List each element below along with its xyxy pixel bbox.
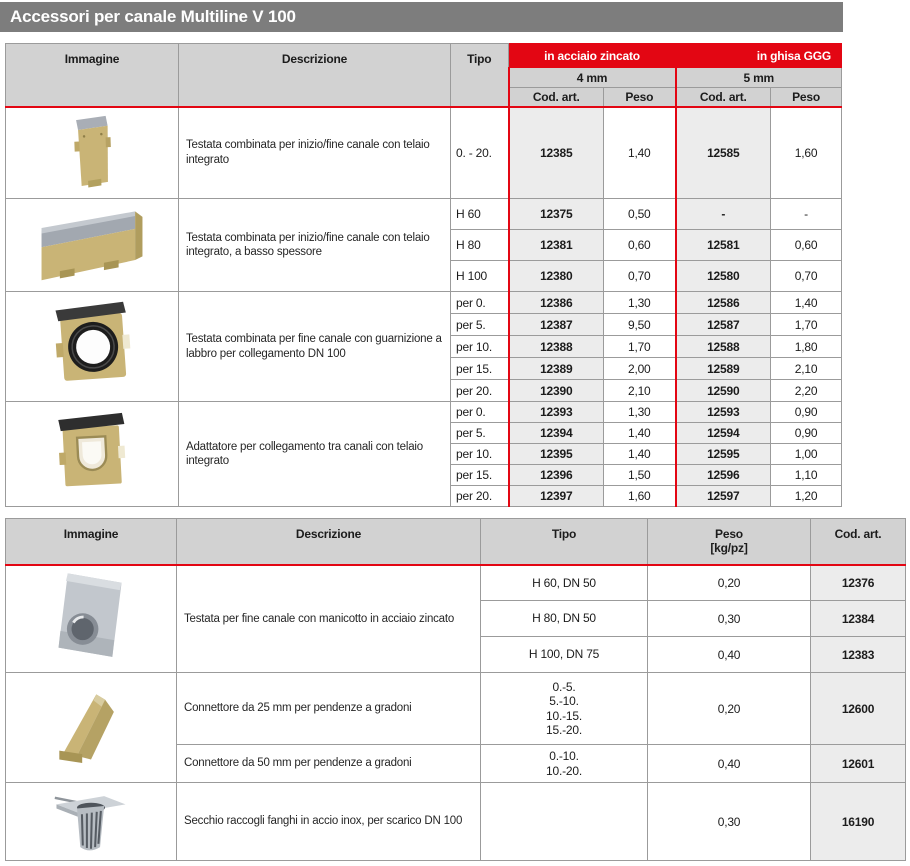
page-title: Accessori per canale Multiline V 100	[0, 2, 843, 32]
accessories-table-material-variants	[5, 43, 842, 507]
cell-peso-5mm: 2,20	[771, 380, 842, 402]
cell-peso-4mm: 2,00	[604, 358, 676, 380]
cell-cod-art-4mm: 12394	[509, 423, 604, 444]
cell-cod-art-4mm: 12397	[509, 486, 604, 507]
cell-peso: 0,40	[648, 637, 811, 673]
header-row	[6, 519, 906, 565]
cell-peso: 0,20	[648, 565, 811, 601]
end-cap-low-profile-icon	[30, 205, 154, 283]
cell-cod-art-4mm: 12390	[509, 380, 604, 402]
cell-peso-4mm: 0,60	[604, 230, 676, 261]
cell-cod-art: 16190	[811, 783, 906, 861]
cell-cod-art-4mm: 12388	[509, 336, 604, 358]
group-header-acciaio-zincato: in acciaio zincato	[509, 44, 676, 68]
group-header-ghisa-ggg: in ghisa GGG	[676, 44, 842, 68]
cell-tipo	[481, 673, 648, 745]
cell-cod-art-5mm: 12580	[676, 261, 771, 292]
column-header-peso-5mm: Peso	[771, 88, 842, 107]
product-image-end-cap-with-gasket	[6, 292, 179, 402]
tipo-line: 0.-10.	[549, 749, 579, 764]
cell-peso-5mm: 1,60	[771, 107, 842, 199]
cell-cod-art: 12384	[811, 601, 906, 637]
peso-unit-label: [kg/pz]	[710, 541, 748, 555]
cell-cod-art-5mm: 12594	[676, 423, 771, 444]
tipo-line: 10.-15.	[546, 708, 582, 723]
table-row	[6, 292, 842, 314]
product-image-step-fall-connector	[6, 673, 177, 783]
tipo-line: 5.-10.	[549, 694, 579, 709]
cell-tipo: per 0.	[451, 402, 509, 423]
column-header-cod-art-5mm: Cod. art.	[676, 88, 771, 107]
cell-cod-art-5mm: 12597	[676, 486, 771, 507]
step-fall-connector-icon	[47, 676, 135, 776]
cell-peso-5mm: 1,10	[771, 465, 842, 486]
cell-peso-5mm: 0,70	[771, 261, 842, 292]
product-description: Testata combinata per fine canale con guarnizione a labbro per collegamento DN 100	[179, 292, 451, 402]
cell-tipo	[481, 745, 648, 783]
cell-tipo: per 20.	[451, 380, 509, 402]
channel-adapter-icon	[45, 404, 139, 502]
cell-cod-art-5mm: 12585	[676, 107, 771, 199]
cell-cod-art-5mm: 12593	[676, 402, 771, 423]
cell-peso-4mm: 1,60	[604, 486, 676, 507]
cell-cod-art: 12601	[811, 745, 906, 783]
cell-peso-4mm: 0,70	[604, 261, 676, 292]
cell-tipo: H 80	[451, 230, 509, 261]
table-row	[6, 783, 906, 861]
cell-peso-5mm: 1,00	[771, 444, 842, 465]
cell-tipo: H 100	[451, 261, 509, 292]
cell-tipo: per 10.	[451, 336, 509, 358]
column-header-descrizione: Descrizione	[177, 519, 481, 565]
product-image-sludge-bucket	[6, 783, 177, 861]
cell-peso-5mm: 1,70	[771, 314, 842, 336]
cell-peso-5mm: 0,90	[771, 402, 842, 423]
cell-cod-art-5mm: 12586	[676, 292, 771, 314]
cell-tipo: H 80, DN 50	[481, 601, 648, 637]
cell-peso-4mm: 1,70	[604, 336, 676, 358]
column-header-peso-4mm: Peso	[604, 88, 676, 107]
cell-cod-art-4mm: 12380	[509, 261, 604, 292]
cell-tipo: per 10.	[451, 444, 509, 465]
cell-cod-art-5mm: 12581	[676, 230, 771, 261]
cell-tipo: per 5.	[451, 423, 509, 444]
cell-tipo: per 15.	[451, 465, 509, 486]
column-header-descrizione: Descrizione	[179, 44, 451, 107]
cell-cod-art-4mm: 12395	[509, 444, 604, 465]
accessories-table-misc	[5, 518, 906, 861]
cell-cod-art-4mm: 12381	[509, 230, 604, 261]
tipo-line: 0.-5.	[552, 679, 576, 694]
subheader-5mm: 5 mm	[676, 68, 842, 88]
cell-cod-art-5mm: 12588	[676, 336, 771, 358]
cell-cod-art-4mm: 12375	[509, 199, 604, 230]
cell-peso: 0,20	[648, 673, 811, 745]
cell-peso: 0,30	[648, 601, 811, 637]
product-description: Testata per fine canale con manicotto in acciaio zincato	[177, 565, 481, 673]
product-image-steel-end-cap	[6, 565, 177, 673]
cell-peso-4mm: 1,40	[604, 423, 676, 444]
header-row	[6, 44, 842, 68]
cell-peso-4mm: 1,30	[604, 402, 676, 423]
cell-cod-art-4mm: 12385	[509, 107, 604, 199]
product-image-channel-adapter	[6, 402, 179, 507]
cell-peso-5mm: 1,40	[771, 292, 842, 314]
cell-cod-art-4mm: 12396	[509, 465, 604, 486]
product-description: Secchio raccogli fanghi in accio inox, per scarico DN 100	[177, 783, 481, 861]
end-cap-with-frame-icon	[59, 108, 125, 194]
column-header-immagine: Immagine	[6, 519, 177, 565]
column-header-cod-art-4mm: Cod. art.	[509, 88, 604, 107]
table-row	[6, 199, 842, 230]
table-row	[6, 402, 842, 423]
cell-cod-art-5mm: 12595	[676, 444, 771, 465]
cell-peso-4mm: 2,10	[604, 380, 676, 402]
table-row	[6, 673, 906, 745]
cell-cod-art: 12600	[811, 673, 906, 745]
cell-cod-art-4mm: 12393	[509, 402, 604, 423]
cell-cod-art-4mm: 12387	[509, 314, 604, 336]
cell-peso-5mm: 1,20	[771, 486, 842, 507]
table-row	[6, 107, 842, 199]
cell-cod-art-5mm: 12590	[676, 380, 771, 402]
cell-peso-5mm: 0,60	[771, 230, 842, 261]
cell-peso-5mm: 2,10	[771, 358, 842, 380]
cell-cod-art: 12383	[811, 637, 906, 673]
cell-tipo	[481, 783, 648, 861]
cell-peso-4mm: 1,40	[604, 107, 676, 199]
product-description: Connettore da 25 mm per pendenze a gradoni	[177, 673, 481, 745]
cell-cod-art-4mm: 12389	[509, 358, 604, 380]
product-image-end-cap-with-frame	[6, 107, 179, 199]
cell-tipo: per 0.	[451, 292, 509, 314]
table-row	[6, 565, 906, 601]
cell-peso-5mm: 1,80	[771, 336, 842, 358]
column-header-tipo: Tipo	[451, 44, 509, 107]
end-cap-with-gasket-icon	[42, 295, 142, 395]
steel-end-cap-with-socket-icon	[40, 566, 142, 668]
column-header-cod-art: Cod. art.	[811, 519, 906, 565]
cell-peso-5mm: 0,90	[771, 423, 842, 444]
cell-tipo: 0. - 20.	[451, 107, 509, 199]
cell-tipo: per 5.	[451, 314, 509, 336]
column-header-tipo: Tipo	[481, 519, 648, 565]
product-description: Connettore da 50 mm per pendenze a gradoni	[177, 745, 481, 783]
cell-peso: 0,30	[648, 783, 811, 861]
cell-cod-art: 12376	[811, 565, 906, 601]
subheader-4mm: 4 mm	[509, 68, 676, 88]
cell-cod-art-5mm: 12587	[676, 314, 771, 336]
product-description: Testata combinata per inizio/fine canale con telaio integrato	[179, 107, 451, 199]
cell-tipo: per 20.	[451, 486, 509, 507]
cell-tipo: H 100, DN 75	[481, 637, 648, 673]
cell-peso-4mm: 0,50	[604, 199, 676, 230]
product-description: Testata combinata per inizio/fine canale con telaio integrato, a basso spessore	[179, 199, 451, 292]
column-header-peso	[648, 519, 811, 565]
tipo-line: 10.-20.	[546, 763, 582, 778]
tipo-line: 15.-20.	[546, 722, 582, 737]
product-image-end-cap-low-profile	[6, 199, 179, 292]
cell-tipo: H 60, DN 50	[481, 565, 648, 601]
cell-tipo: per 15.	[451, 358, 509, 380]
sludge-bucket-icon	[48, 783, 134, 857]
cell-peso-4mm: 1,50	[604, 465, 676, 486]
cell-peso-4mm: 1,30	[604, 292, 676, 314]
cell-cod-art-5mm: 12589	[676, 358, 771, 380]
peso-label: Peso	[715, 527, 743, 541]
cell-peso: 0,40	[648, 745, 811, 783]
cell-cod-art-4mm: 12386	[509, 292, 604, 314]
product-description: Adattatore per collegamento tra canali con telaio integrato	[179, 402, 451, 507]
cell-cod-art-5mm: 12596	[676, 465, 771, 486]
cell-peso-5mm: -	[771, 199, 842, 230]
cell-peso-4mm: 1,40	[604, 444, 676, 465]
cell-tipo: H 60	[451, 199, 509, 230]
cell-cod-art-5mm: -	[676, 199, 771, 230]
column-header-immagine: Immagine	[6, 44, 179, 107]
cell-peso-4mm: 9,50	[604, 314, 676, 336]
